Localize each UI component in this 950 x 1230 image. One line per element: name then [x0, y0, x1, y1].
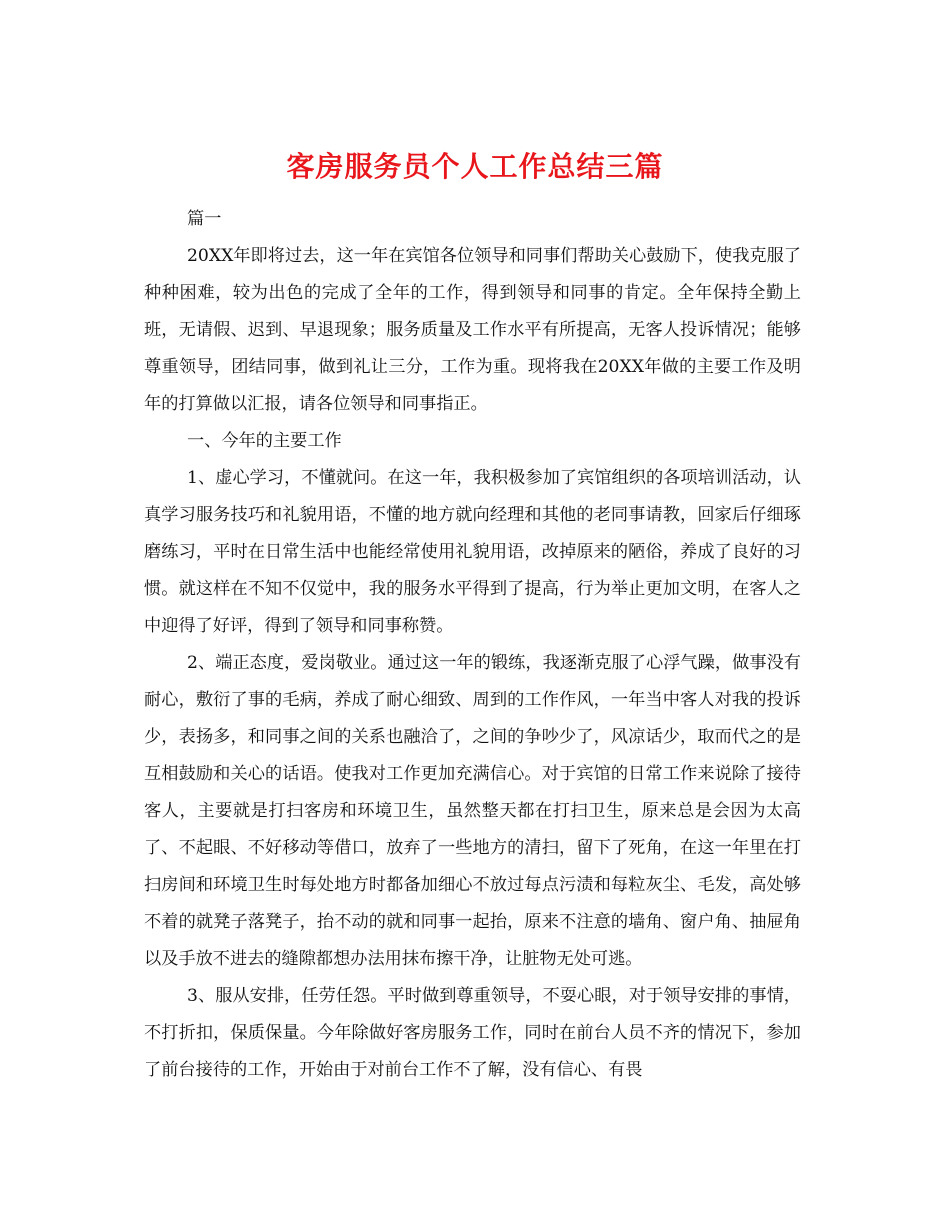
section-heading-main-work: 一、今年的主要工作 [187, 431, 342, 451]
paragraph-item-1: 1、虚心学习，不懂就问。在这一年，我积极参加了宾馆组织的各项培训活动，认真学习服务技巧和礼貌用语，不懂的地方就向经理和其他的老同事请教，回家后仔细琢磨练习，平时在日常生活中也能经常使用礼貌用语，改掉原来的陋俗，养成了良好的习惯。就这样在不知不仅觉中，我的服务水平得到了提高，行为举止更加文明，在客人之中迎得了好评，得到了领导和同事称赞。 [144, 468, 801, 636]
paragraph-intro: 20XX年即将过去，这一年在宾馆各位领导和同事们帮助关心鼓励下，使我克服了种种困难，较为出色的完成了全年的工作，得到领导和同事的肯定。全年保持全勤上班，无请假、迟到、早退现象；服务质量及工作水平有所提高，无客人投诉情况；能够尊重领导，团结同事，做到礼让三分，工作为重。现将我在20XX年做的主要工作及明年的打算做以汇报，请各位领导和同事指正。 [144, 246, 801, 414]
section-heading-part-one: 篇一 [187, 209, 222, 229]
document-body [144, 201, 801, 1089]
paragraph-item-2: 2、端正态度，爱岗敬业。通过这一年的锻练，我逐渐克服了心浮气躁，做事没有耐心，敷衍了事的毛病，养成了耐心细致、周到的工作作风，一年当中客人对我的投诉少，表扬多，和同事之间的关系也融洽了，之间的争吵少了，风凉话少，取而代之的是互相鼓励和关心的话语。使我对工作更加充满信心。对于宾馆的日常工作来说除了接待客人，主要就是打扫客房和环境卫生，虽然整天都在打扫卫生，原来总是会因为太高了、不起眼、不好移动等借口，放弃了一些地方的清扫，留下了死角，在这一年里在打扫房间和环境卫生时每处地方时都备加细心不放过每点污渍和每粒灰尘、毛发，高处够不着的就凳子落凳子，抬不动的就和同事一起抬，原来不注意的墙角、窗户角、抽屉角以及手放不进去的缝隙都想办法用抹布擦干净，让脏物无处可逃。 [144, 653, 801, 969]
paragraph-item-3: 3、服从安排，任劳任怨。平时做到尊重领导，不耍心眼，对于领导安排的事情，不打折扣，保质保量。今年除做好客房服务工作，同时在前台人员不齐的情况下，参加了前台接待的工作，开始由于对前台工作不了解，没有信心、有畏 [144, 986, 801, 1080]
document-title: 客房服务员个人工作总结三篇 [286, 149, 664, 183]
